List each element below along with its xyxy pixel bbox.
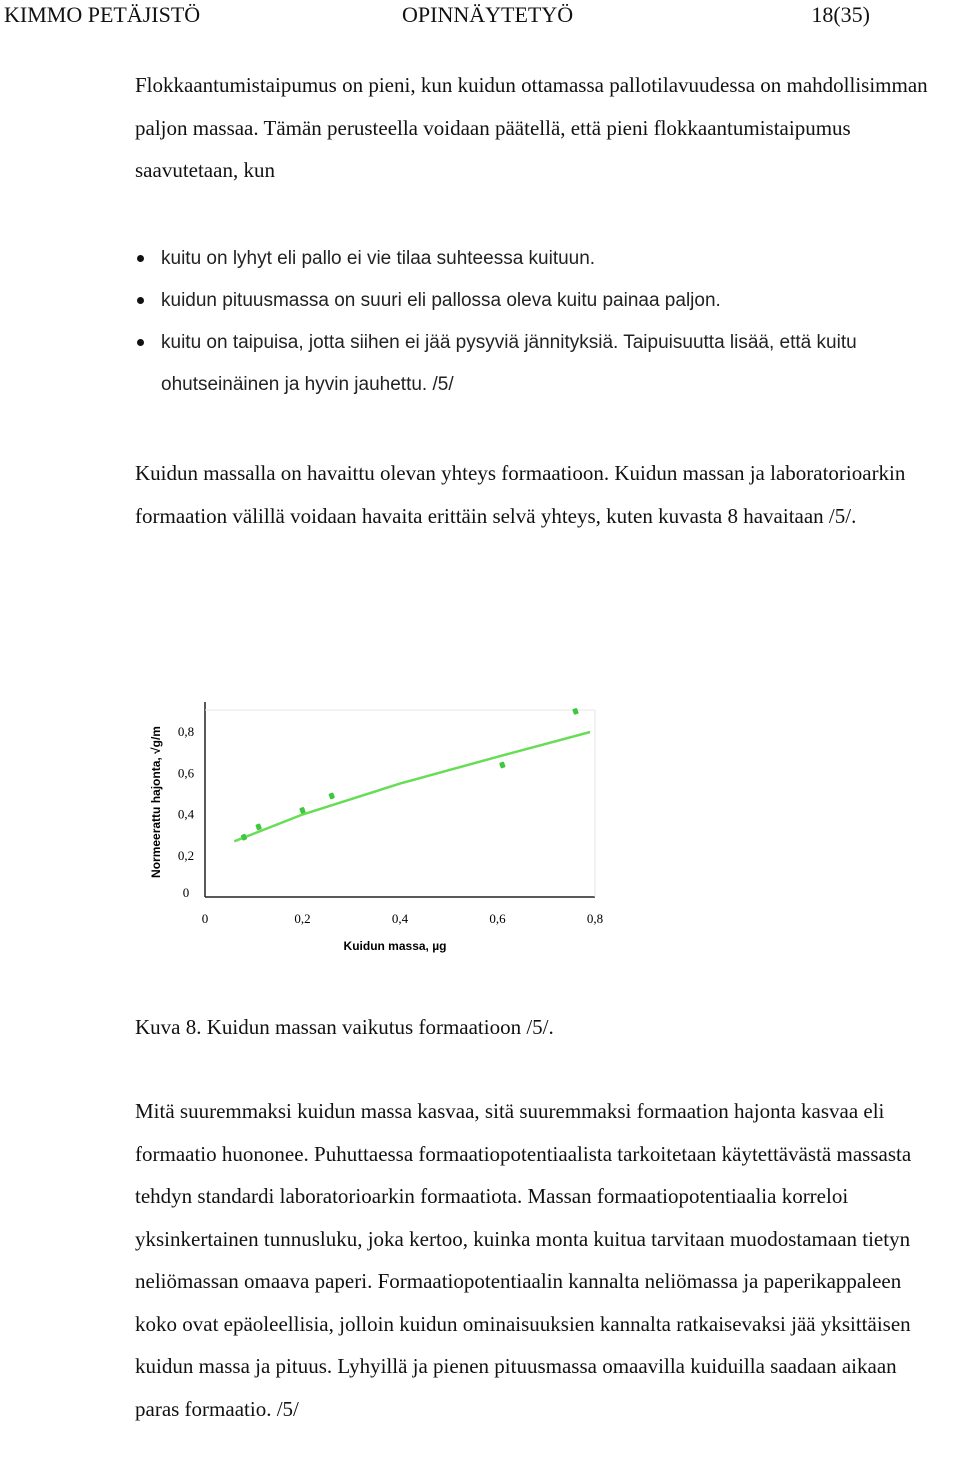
page-header	[0, 0, 960, 30]
bullet-item: kuitu on lyhyt eli pallo ei vie tilaa suhteessa kuituun.	[135, 238, 945, 280]
figure-chart	[140, 692, 610, 967]
chart-ticks	[178, 724, 603, 926]
y-tick-label: 0,2	[177, 847, 195, 863]
x-tick-label: 0,2	[294, 911, 311, 926]
y-tick-label: 0,4	[177, 806, 195, 822]
chart-trend	[234, 732, 590, 841]
figure-caption: Kuva 8. Kuidun massan vaikutus formaatioon /5/.	[135, 1015, 554, 1039]
x-tick-label: 0	[201, 911, 209, 926]
bullet-item: kuidun pituusmassa on suuri eli pallossa oleva kuitu painaa paljon.	[135, 280, 945, 322]
trend-line	[234, 732, 590, 841]
chart-axes	[205, 702, 595, 897]
y-tick-label: 0,6	[177, 765, 195, 781]
header-doc-type: OPINNÄYTETYÖ	[402, 2, 574, 27]
bullet-list	[135, 238, 945, 406]
paragraph-mass-relation: Kuidun massalla on havaittu olevan yhteys formaatioon. Kuidun massan ja laboratorioarkin formaation välillä voidaan havaita erittäin selvä yhteys, kuten kuvasta 8 havaitaan /5/.	[135, 461, 906, 528]
data-point	[328, 792, 335, 799]
y-tick-label: 0,8	[177, 724, 195, 739]
header-page-number: 18(35)	[811, 2, 870, 27]
x-tick-label: 0,8	[586, 911, 604, 926]
scatter-chart	[140, 692, 610, 962]
data-point	[572, 708, 579, 715]
chart-points	[241, 708, 579, 841]
data-point	[499, 761, 506, 768]
x-axis-label: Kuidun massa, µg	[343, 939, 447, 953]
bullet-item: kuitu on taipuisa, jotta siihen ei jää pysyviä jännityksiä. Taipuisuutta lisää, että kuitu ohutseinäinen ja hyvin jauhettu. /5/	[135, 322, 945, 406]
paragraph-intro: Flokkaantumistaipumus on pieni, kun kuidun ottamassa pallotilavuudessa on mahdollisimman paljon massaa. Tämän perusteella voidaan päätellä, että pieni flokkaantumistaipumus saavutetaan, kun	[135, 73, 928, 182]
data-point	[255, 823, 262, 830]
x-tick-label: 0,4	[391, 911, 409, 926]
header-author: KIMMO PETÄJISTÖ	[4, 2, 201, 27]
y-tick-label: 0	[182, 885, 190, 900]
y-axis-label: Normeerattu hajonta, √g/m	[149, 726, 163, 878]
paragraph-formation: Mitä suuremmaksi kuidun massa kasvaa, sitä suuremmaksi formaation hajonta kasvaa eli formaatio huononee. Puhuttaessa formaatiopotentiaalista tarkoitetaan käytettävästä massasta tehdyn standardi laboratorioarkin formaatiota. Massan formaatiopotentiaalia korreloi yksinkertainen tunnusluku, joka kertoo, kuinka monta kuitua tarvitaan muodostamaan tietyn neliömassan omaava paperi. Formaatiopotentiaalin kannalta neliömassa ja paperikappaleen koko ovat epäoleellisia, jolloin kuidun ominaisuuksien kannalta ratkaisevaksi jää yksittäisen kuidun massa ja pituus. Lyhyillä ja pienen pituusmassa omaavilla kuiduilla saadaan aikaan paras formaatio. /5/	[135, 1099, 912, 1421]
x-tick-label: 0,6	[489, 911, 506, 926]
